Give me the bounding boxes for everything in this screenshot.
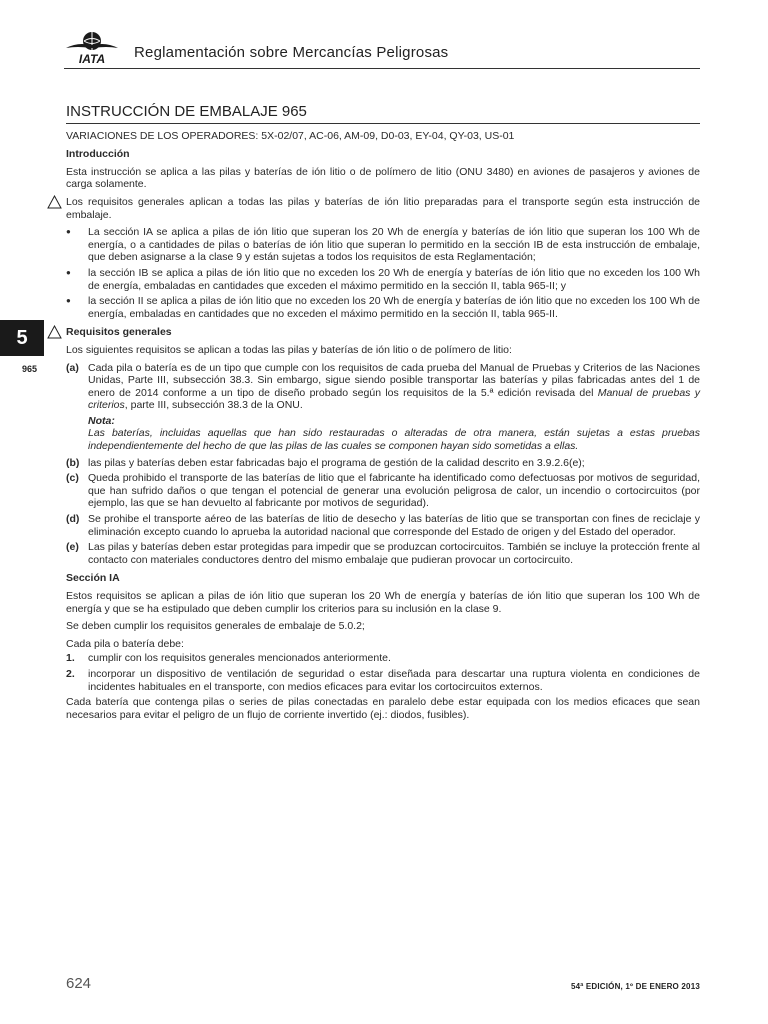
instruction-number-tab: 965	[22, 364, 38, 374]
section-scope-list	[66, 226, 700, 320]
item-text: Queda prohibido el transporte de las baterías de litio que el fabricante ha identificado como defectuosas por motivos de seguridad, que han sufrido daños o que tengan el potencial de generar una evolución peligrosa de calor, un incendio o cortocircuitos (por ejemplo, las que se han devuelto al fabricante por motivos de seguridad).	[88, 472, 700, 510]
item-label: 1.	[66, 652, 75, 665]
logo-text: IATA	[78, 52, 106, 66]
page-header	[64, 28, 700, 69]
item-italic-ref: Manual de pruebas y criterios	[88, 386, 700, 412]
note-text: Las baterías, incluidas aquellas que han sido restauradas o alteradas de otra manera, están sujetas a estas pruebas independientemente del hecho de que las pilas de las cuales se componen hayan sido sometidas a ellas.	[88, 427, 700, 453]
general-lead: Los siguientes requisitos se aplican a todas las pilas y baterías de ión litio o de polímero de litio:	[66, 343, 512, 356]
item-label: (c)	[66, 472, 79, 485]
chapter-tab: 5	[0, 320, 44, 356]
page-number: 624	[66, 975, 92, 992]
item-text: las pilas y baterías deben estar fabricadas bajo el programa de gestión de la calidad descrito en 3.9.2.6(e);	[88, 456, 585, 469]
item-label: (d)	[66, 513, 80, 526]
item-text: , parte III, subsección 38.3 de la ONU.	[124, 399, 303, 412]
main-content	[66, 103, 700, 726]
list-item	[66, 513, 700, 538]
section-title: INSTRUCCIÓN DE EMBALAJE 965	[66, 106, 700, 124]
general-applicability-text: Los requisitos generales aplican a todas las pilas y baterías de ión litio preparadas para el transporte según esta instrucción de embalaje.	[66, 195, 700, 221]
list-item	[66, 472, 700, 510]
item-label: 2.	[66, 667, 75, 680]
section-ia-heading: Sección IA	[66, 572, 120, 585]
list-item	[66, 652, 700, 665]
section-ia-paragraph: Cada pila o batería debe:	[66, 637, 184, 650]
item-label: (e)	[66, 541, 79, 554]
list-item: ● la sección IB se aplica a pilas de ión litio que no exceden los 20 Wh de energía y baterías de ión litio que no exceden los 100 Wh de energía, embaladas en cantidades que exceden el máximo permitido en la sección II, tabla 965-II; y	[66, 267, 700, 292]
item-label: (b)	[66, 456, 80, 469]
section-ia-paragraph: Cada batería que contenga pilas o series de pilas conectadas en paralelo debe estar equipada con los medios eficaces que sean necesarios para evitar el peligro de un flujo de corriente invertido (ej.: diodos, fusibles).	[66, 696, 700, 721]
general-requirements-heading	[66, 326, 700, 339]
change-triangle-icon	[47, 195, 62, 209]
item-text: Cada pila o batería es de un tipo que cumple con los requisitos de cada prueba del Manual de Pruebas y Criterios de las Naciones Unidas, Parte III, subsección 38.3. Sin embargo, sigue siendo posible transportar las baterías y pilas fabricadas antes del 1 de enero de 2014 conforme a un tipo de diseño probado según los requisitos de la 5.ª edición revisada del	[88, 361, 700, 399]
iata-logo-icon	[64, 28, 120, 66]
intro-paragraph: Esta instrucción se aplica a las pilas y baterías de ión litio o de polímero de litio (ONU 3480) en aviones de pasajeros y aviones de carga solamente.	[66, 165, 700, 191]
numbered-list	[66, 652, 700, 693]
requirements-list	[66, 457, 700, 567]
list-item	[66, 541, 700, 566]
list-item	[66, 457, 700, 470]
section-ia-paragraph: Se deben cumplir los requisitos generales de embalaje de 5.0.2;	[66, 620, 365, 633]
change-triangle-icon	[47, 325, 62, 339]
document-title: Reglamentación sobre Mercancías Peligrosas	[134, 44, 449, 61]
note	[66, 415, 700, 453]
item-text: Se prohibe el transporte aéreo de las baterías de litio de desecho y las baterías de litio que se transportan con fines de reciclaje y eliminación excepto cuando lo aprueba la autoridad nacional que corresponde del Estado de origen y del Estado del operador.	[88, 513, 700, 538]
note-title: Nota:	[88, 414, 115, 427]
item-label: (a)	[66, 361, 79, 374]
list-item	[66, 668, 700, 693]
list-item	[66, 362, 700, 412]
item-text: incorporar un dispositivo de ventilación de seguridad o estar diseñada para descartar una ruptura violenta en condiciones de incidentes habituales en el transporte, con medios eficaces para evitar los cortocircuitos externos.	[88, 667, 700, 693]
edition-label: 54ª EDICIÓN, 1º DE ENERO 2013	[570, 982, 700, 991]
requirements-list	[66, 362, 700, 412]
section-ia-paragraph: Estos requisitos se aplican a pilas de ión litio que superan los 20 Wh de energía y baterías de ión litio que superan los 100 Wh de energía y que se ha estipulado que deben cumplir los criterios para su inclusión en la clase 9.	[66, 590, 700, 615]
list-item: ● La sección IA se aplica a pilas de ión litio que superan los 20 Wh de energía y baterías de ión litio que superan los 100 Wh de energía, o a cantidades de pilas o baterías de ión litio que superan lo permitido en la sección IB de esta instrucción de embalaje, que deben asignarse a la clase 9 y están sujetas a todos los requisitos de esta Reglamentación;	[66, 226, 700, 264]
item-text: Las pilas y baterías deben estar protegidas para impedir que se produzcan cortocircuitos. También se incluye la protección frente al contacto con materiales conductores dentro del mismo embalaje que pudieran provocar un cortocircuito.	[88, 541, 700, 566]
list-item: ● la sección II se aplica a pilas de ión litio que no exceden los 20 Wh de energía y baterías de ión litio que no exceden los 100 Wh de energía, embaladas en cantidades que no exceden el máximo permitido en la sección II, tabla 965-II.	[66, 295, 700, 320]
intro-heading: Introducción	[66, 148, 130, 161]
general-applicability-paragraph	[66, 196, 700, 221]
general-requirements-heading-text: Requisitos generales	[66, 326, 172, 339]
item-text: cumplir con los requisitos generales mencionados anteriormente.	[88, 652, 391, 665]
operator-variations: VARIACIONES DE LOS OPERADORES: 5X-02/07, AC-06, AM-09, D0-03, EY-04, QY-03, US-01	[66, 129, 515, 142]
